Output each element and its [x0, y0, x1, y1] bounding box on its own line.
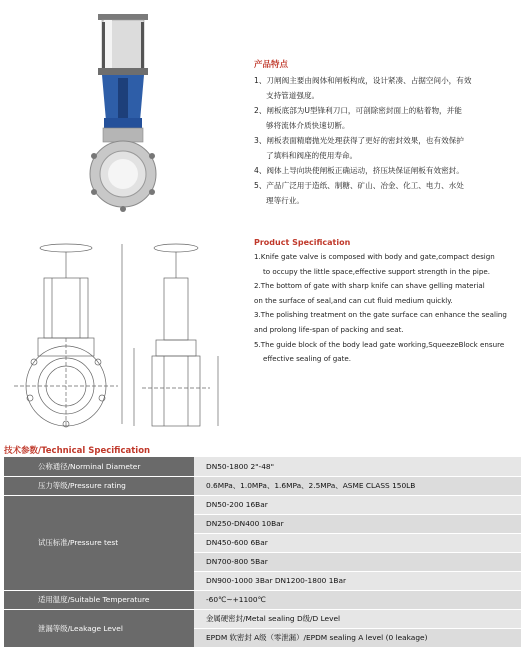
spec-value: DN700-800 5Bar	[194, 552, 521, 571]
spec-en-line: 2.The bottom of gate with sharp knife can shave gelling material	[254, 281, 485, 291]
spec-label: 试压标准/Pressure test	[4, 495, 194, 590]
tech-spec-table	[4, 457, 521, 648]
spec-value: DN450-600 6Bar	[194, 533, 521, 552]
features-cn-line: 支持管道强度。	[266, 91, 320, 100]
features-cn-item	[246, 133, 521, 163]
spec-en-item	[254, 308, 522, 337]
spec-en-line: to occupy the little space,effective support strength in the pipe.	[263, 266, 490, 276]
spec-en-item	[254, 338, 522, 367]
spec-en-line: 5.The guide block of the body lead gate working,SqueezeBlock ensure	[254, 339, 505, 349]
features-cn-line: 3、闸板表面精磨抛光处理获得了更好的密封效果，也有效保护	[254, 136, 464, 145]
table-row	[4, 476, 521, 495]
features-cn-line: 5、产品广泛用于造纸、制糖、矿山、冶金、化工、电力、水处	[254, 181, 464, 190]
spec-label: 公称通径/Norminal Diameter	[4, 457, 194, 476]
table-row	[4, 590, 521, 609]
spec-value: 0.6MPa、1.0MPa、1.6MPa、2.5MPa、ASME CLASS 150LB	[194, 476, 521, 495]
spec-value: DN900-1000 3Bar DN1200-1800 1Bar	[194, 571, 521, 590]
spec-label: 适用温度/Suitable Temperature	[4, 590, 194, 609]
spec-value: 金属硬密封/Metal sealing D级/D Level	[194, 609, 521, 628]
spec-value: EPDM 软密封 A级（零泄漏）/EPDM sealing A level (0 leakage)	[194, 628, 521, 647]
tech-spec-title: 技术参数/Technical Specification	[4, 446, 151, 456]
spec-en-item	[254, 250, 522, 279]
features-cn-line: 1、刀闸阀主要由阀体和闸板构成，设计紧凑、占据空间小，有效	[254, 76, 472, 85]
spec-value: -60℃~+1100℃	[194, 590, 521, 609]
table-row	[4, 495, 521, 514]
features-cn-line: 了填料和阀座的使用寿命。	[266, 151, 358, 160]
spec-value: DN250-DN400 10Bar	[194, 514, 521, 533]
features-cn-item	[246, 178, 521, 208]
spec-en-line: and prolong life-span of packing and seat.	[254, 324, 404, 334]
spec-en-line: on the surface of seal,and can cut fluid medium quickly.	[254, 295, 453, 305]
features-cn-line: 够将流体介质快速切断。	[266, 121, 350, 130]
spec-en-line: 1.Knife gate valve is composed with body and gate,compact design	[254, 252, 495, 261]
features-cn-item	[246, 103, 521, 133]
spec-en-item	[254, 279, 522, 308]
features-cn-line: 4、阀体上导向块使闸板正确运动，挤压块保证闸板有效密封。	[254, 166, 464, 175]
spec-label: 压力等级/Pressure rating	[4, 476, 194, 495]
features-cn-title: 产品特点	[254, 60, 289, 70]
valve-photo	[80, 6, 165, 218]
spec-en-line: 3.The polishing treatment on the gate surface can enhance the sealing	[254, 310, 507, 320]
table-row	[4, 609, 521, 628]
spec-en-line: effective sealing of gate.	[263, 354, 352, 364]
features-cn-section	[246, 58, 521, 208]
table-row	[4, 457, 521, 476]
features-cn-line: 理等行业。	[266, 196, 304, 205]
features-cn-item	[246, 73, 521, 103]
spec-label: 泄漏等级/Leakage Level	[4, 609, 194, 647]
features-cn-line: 2、闸板底部为U型锋利刀口，可剖除密封面上的粘着物，并能	[254, 106, 462, 115]
spec-value: DN50-1800 2"-48"	[194, 457, 521, 476]
valve-technical-drawing	[4, 238, 244, 430]
spec-en-title: Product Specification	[254, 238, 351, 247]
spec-en-section	[254, 238, 522, 367]
spec-value: DN50-200 16Bar	[194, 495, 521, 514]
features-cn-item	[246, 163, 521, 178]
